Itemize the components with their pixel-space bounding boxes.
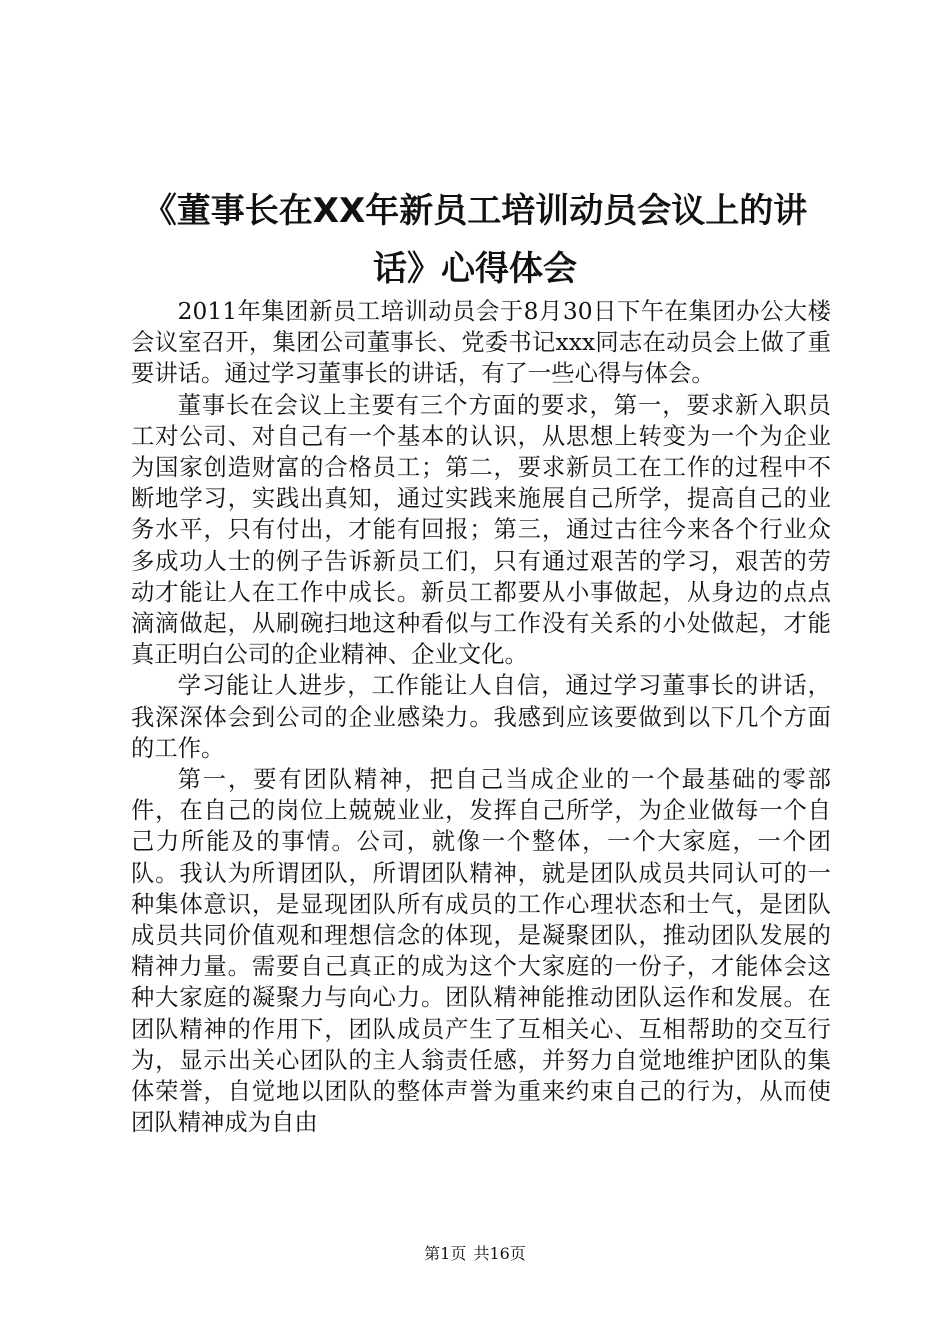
page-number-footer: 第1页 共16页 — [424, 1244, 526, 1263]
paragraph-1: 2011年集团新员工培训动员会于8月30日下午在集团办公大楼会议室召开，集团公司董事长、党委书记xxx同志在动员会上做了重要讲话。通过学习董事长的讲话，有了一些心得与体会。 — [131, 298, 831, 388]
paragraph-2: 董事长在会议上主要有三个方面的要求，第一，要求新入职员工对公司、对自己有一个基本的认识，从思想上转变为一个为企业为国家创造财富的合格员工；第二，要求新员工在工作的过程中不断地学习，实践出真知，通过实践来施展自己所学，提高自己的业务水平，只有付出，才能有回报；第三，通过古往今来各个行业众多成功人士的例子告诉新员工们，只有通过艰苦的学习，艰苦的劳动才能让人在工作中成长。新员工都要从小事做起，从身边的点点滴滴做起，从刷碗扫地这种看似与工作没有关系的小处做起，才能真正明白公司的企业精神、企业文化。 — [131, 391, 831, 669]
paragraph-4: 第一，要有团队精神，把自己当成企业的一个最基础的零部件，在自己的岗位上兢兢业业，发挥自己所学，为企业做每一个自己力所能及的事情。公司，就像一个整体，一个大家庭，一个团队。我认为所谓团队，所谓团队精神，就是团队成员共同认可的一种集体意识，是显现团队所有成员的工作心理状态和士气，是团队成员共同价值观和理想信念的体现，是凝聚团队，推动团队发展的精神力量。需要自己真正的成为这个大家庭的一份子，才能体会这种大家庭的凝聚力与向心力。团队精神能推动团队运作和发展。在团队精神的作用下，团队成员产生了互相关心、互相帮助的交互行为，显示出关心团队的主人翁责任感，并努力自觉地维护团队的集体荣誉，自觉地以团队的整体声誉为重来约束自己的行为，从而使团队精神成为自由 — [131, 766, 831, 1137]
document-body — [131, 296, 831, 1138]
document-title: 《董事长在XX年新员工培训动员会议上的讲话》心得体会 — [142, 191, 808, 289]
paragraph-3: 学习能让人进步，工作能让人自信，通过学习董事长的讲话，我深深体会到公司的企业感染力。我感到应该要做到以下几个方面的工作。 — [131, 672, 831, 762]
